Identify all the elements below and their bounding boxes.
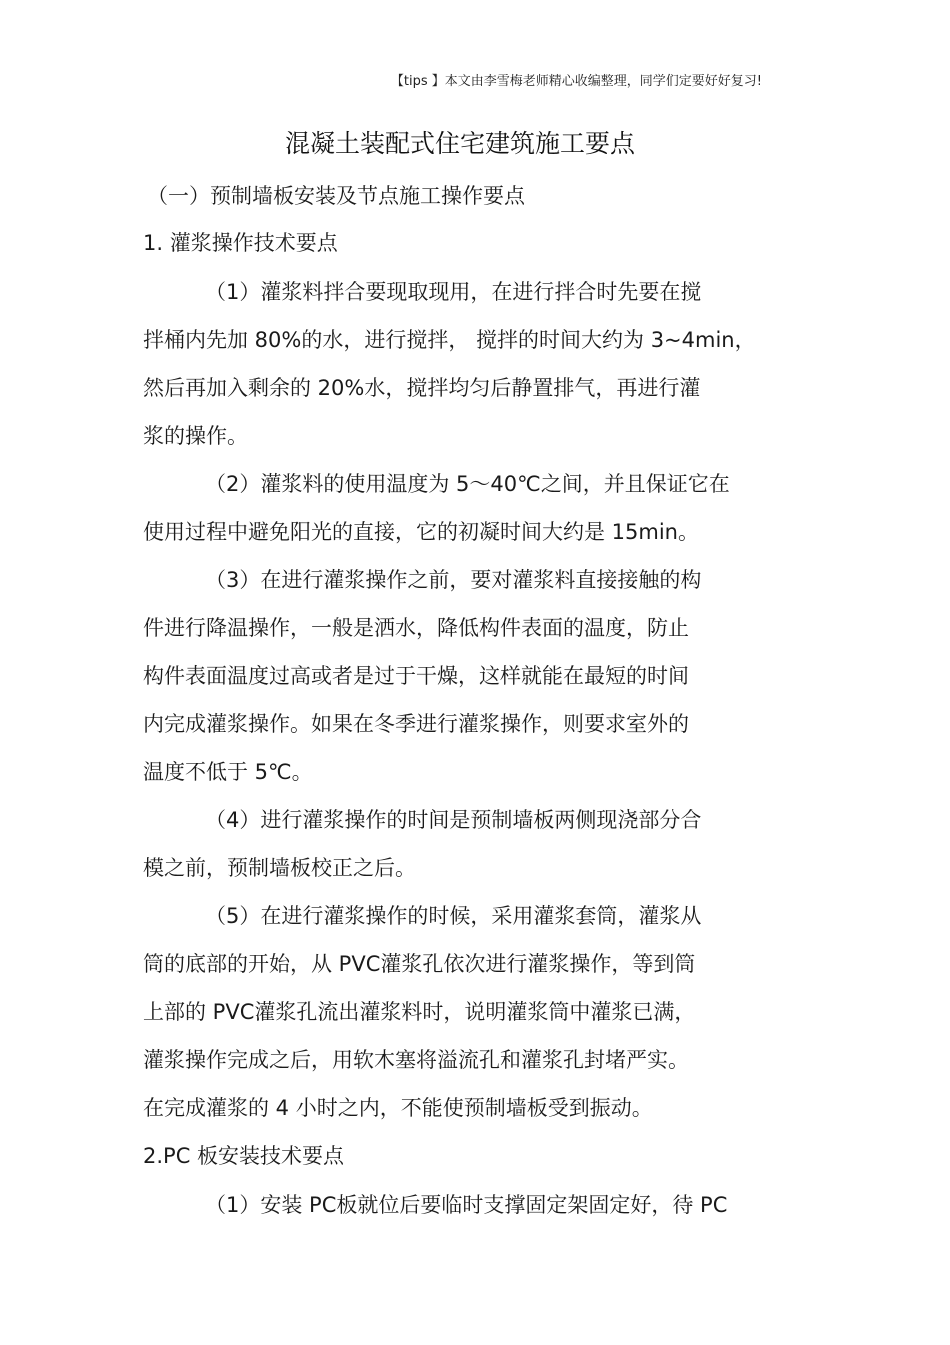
paragraph-line: 然后再加入剩余的 20%水，搅拌均匀后静置排气，再进行灌 — [143, 376, 701, 400]
paragraph-line: 拌桶内先加 80%的水，进行搅拌， 搅拌的时间大约为 3~4min， — [143, 328, 756, 352]
subheading-2: 2.PC 板安装技术要点 — [143, 1144, 345, 1168]
document-title: 混凝土装配式住宅建筑施工要点 — [284, 129, 635, 158]
paragraph-line: （1）灌浆料拌合要现取现用，在进行拌合时先要在搅 — [205, 280, 702, 304]
paragraph-line: 模之前，预制墙板校正之后。 — [143, 856, 416, 880]
paragraph-line: 使用过程中避免阳光的直接，它的初凝时间大约是 15min。 — [143, 520, 699, 544]
paragraph-line: （1）安装 PC板就位后要临时支撑固定架固定好，待 PC — [205, 1193, 728, 1217]
paragraph-line: 上部的 PVC灌浆孔流出灌浆料时，说明灌浆筒中灌浆已满， — [143, 1000, 696, 1024]
paragraph-line: 内完成灌浆操作。如果在冬季进行灌浆操作，则要求室外的 — [143, 712, 689, 736]
paragraph-line: （3）在进行灌浆操作之前，要对灌浆料直接接触的构 — [205, 568, 702, 592]
paragraph-line: 温度不低于 5℃。 — [143, 760, 313, 784]
paragraph-line: 筒的底部的开始，从 PVC灌浆孔依次进行灌浆操作，等到筒 — [143, 952, 696, 976]
paragraph-line: 灌浆操作完成之后，用软木塞将溢流孔和灌浆孔封堵严实。 — [143, 1048, 689, 1072]
paragraph-line: （4）进行灌浆操作的时间是预制墙板两侧现浇部分合 — [205, 808, 702, 832]
section-heading: （一）预制墙板安装及节点施工操作要点 — [147, 184, 525, 208]
paragraph-line: 在完成灌浆的 4 小时之内，不能使预制墙板受到振动。 — [143, 1096, 653, 1120]
header-tips: 【tips 】本文由李雪梅老师精心收编整理，同学们定要好好复习! — [390, 74, 762, 89]
subheading-1: 1. 灌浆操作技术要点 — [143, 231, 338, 255]
paragraph-line: 件进行降温操作，一般是洒水，降低构件表面的温度，防止 — [143, 616, 689, 640]
paragraph-line: （5）在进行灌浆操作的时候，采用灌浆套筒，灌浆从 — [205, 904, 702, 928]
paragraph-line: 浆的操作。 — [143, 424, 248, 448]
paragraph-line: （2）灌浆料的使用温度为 5～40℃之间，并且保证它在 — [205, 472, 730, 496]
paragraph-line: 构件表面温度过高或者是过于干燥，这样就能在最短的时间 — [143, 664, 689, 688]
